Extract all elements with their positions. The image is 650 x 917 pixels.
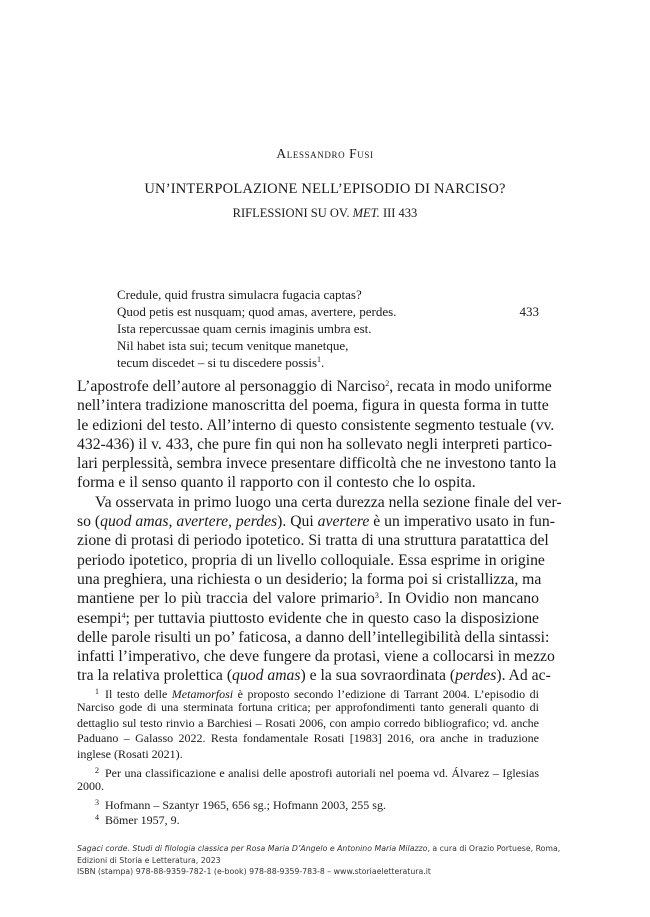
verse-line	[117, 320, 539, 337]
footnote-line	[77, 763, 539, 779]
italic-text: quod amas, avertere, perdes	[100, 513, 278, 531]
footnote-line	[77, 731, 539, 747]
text-run: inglese (Rosati 2021).	[77, 747, 183, 762]
footnote-ref: 3	[374, 591, 379, 601]
text-run: ). Qui	[277, 513, 318, 531]
author-name: Alessandro Fusi	[276, 146, 374, 161]
footnotes	[77, 684, 539, 826]
text-run: tra la relativa prolettica (	[77, 667, 233, 685]
footnote-line	[77, 747, 539, 763]
imprint-line	[77, 843, 561, 855]
body-line	[77, 570, 542, 589]
italic-text: avertere	[317, 513, 370, 531]
text-run: lari perplessità, sembra invece presentare difficoltà che ne investono tanto la	[77, 455, 557, 473]
verse-line	[117, 337, 539, 354]
text-run: dettaglio sul testo rinvio a Barchiesi – Rosati 2006, con ampio corredo bibliografico; vd. anche	[77, 715, 539, 730]
text-run: ) e la sua sovraordinata (	[300, 667, 456, 685]
imprint-line	[77, 866, 539, 878]
text-run: 2000.	[77, 778, 104, 793]
body-text	[77, 377, 562, 686]
verse-line	[117, 303, 539, 320]
footnote-line	[77, 700, 539, 716]
verse-number: 433	[519, 304, 539, 319]
verse-text: Credule, quid frustra simulacra fugacia captas?	[117, 287, 362, 302]
text-run: 432-436) il v. 433, che pure fin qui non ha sollevato negli interpreti partico-	[77, 435, 553, 453]
text-run: le edizioni del testo. All’interno di questo consistente segmento testuale (vv.	[77, 416, 555, 434]
footnote-number: 3	[95, 797, 99, 807]
verse-text: Nil habet ista sui; tecum venitque manetque,	[117, 338, 349, 353]
verse-line	[117, 354, 539, 371]
footnote-number: 1	[95, 687, 99, 696]
text-run: , a cura di Orazio Portuese, Roma,	[427, 844, 561, 853]
verse-line	[117, 286, 539, 303]
text-run: una preghiera, una richiesta o un desiderio; la forma poi si cristallizza, ma	[77, 570, 542, 588]
footnote-number: 2	[95, 765, 99, 775]
footnote-ref: 1	[317, 355, 322, 364]
body-line	[77, 609, 539, 628]
body-line	[77, 647, 555, 666]
text-run: Per una classificazione e analisi delle apostrofi autoriali nel poema vd. Álvarez – Iglesias	[105, 765, 539, 780]
text-run: so (	[77, 513, 101, 531]
verse-text: tecum discedet – si tu discedere possis	[117, 355, 318, 370]
body-line	[77, 377, 552, 396]
verse-end: .	[321, 355, 325, 370]
text-run: Il testo delle	[105, 687, 172, 701]
subtitle-text: RIFLESSIONI SU OV.	[232, 206, 353, 220]
text-run: Bömer 1957, 9.	[105, 813, 180, 828]
body-line	[77, 416, 555, 435]
footnote-ref: 2	[385, 379, 390, 388]
body-line	[77, 589, 539, 608]
text-run: Edizioni di Storia e Letteratura, 2023	[77, 855, 221, 865]
imprint-line	[77, 855, 539, 867]
text-run: Hofmann – Szantyr 1965, 656 sg.; Hofmann 2003, 255 sg.	[105, 797, 386, 812]
text-run: mantiene per lo più traccia del valore primario	[77, 590, 375, 608]
text-run: ISBN (stampa) 978-88-9359-782-1 (e-book) 978-88-9359-783-8 – www.storiaeletteratura.it	[77, 867, 431, 876]
article-title: UN’INTERPOLAZIONE NELL’EPISODIO DI NARCISO?	[144, 181, 506, 197]
text-run: delle parole risulti un po’ faticosa, a danno dell’intellegibilità della sintassi:	[77, 628, 550, 646]
body-line	[77, 493, 562, 512]
body-line	[77, 435, 553, 454]
text-run: , recata in modo uniforme	[389, 378, 552, 395]
body-line	[77, 628, 550, 647]
verse-text: Quod petis est nusquam; quod amas, avertere, perdes.	[117, 304, 397, 319]
subtitle-work-abbrev: MET.	[352, 206, 380, 220]
footnote-line	[77, 779, 539, 795]
verse-text: Ista repercussae quam cernis imaginis umbra est.	[117, 321, 372, 336]
footnote-line	[77, 684, 539, 700]
text-run: zione di protasi di periodo ipotetico. Si tratta di una struttura paratattica del	[77, 532, 549, 550]
footnote-line	[77, 795, 539, 811]
body-line	[77, 396, 549, 415]
text-run: L’apostrofe dell’autore al personaggio di Narciso	[77, 378, 386, 395]
footnote-number: 4	[95, 813, 99, 823]
italic-text: quod amas	[232, 667, 301, 685]
text-run: Paduano – Galasso 2022. Resta fondamentale Rosati [1983] 2016, ora anche in traduzione	[77, 731, 539, 746]
italic-text: perdes	[455, 667, 497, 685]
footnote-line	[77, 810, 539, 826]
subtitle-reference: III 433	[379, 206, 418, 220]
text-run: . In Ovidio non mancano	[378, 590, 539, 608]
text-run: Va osservata in primo luogo una certa durezza nella sezione finale del ver-	[95, 493, 562, 511]
body-line	[77, 666, 551, 685]
text-run: nell’intera tradizione manoscritta del poema, figura in questa forma in tutte	[77, 397, 549, 415]
footnote-line	[77, 716, 539, 732]
article-subtitle	[0, 206, 650, 221]
text-run: periodo ipotetico, propria di un livello colloquiale. Essa esprime in origine	[77, 551, 545, 569]
footnote-ref: 4	[121, 610, 126, 620]
text-run: Narciso gode di una sterminata fortuna critica; per approfondimenti tanto generali quanto di	[77, 699, 539, 714]
body-line	[77, 454, 557, 473]
body-line	[77, 531, 549, 550]
italic-text: Sagaci corde. Studi di filologia classica per Rosa Maria D’Angelo e Antonino Maria Milazzo	[77, 844, 428, 853]
quoted-verses	[117, 286, 539, 371]
italic-text: Metamorfosi	[171, 687, 234, 701]
text-run: ). Ad ac-	[496, 667, 551, 685]
text-run: esempi	[77, 609, 122, 627]
imprint	[77, 843, 561, 878]
text-run: infatti l’imperativo, che deve fungere da protasi, viene a collocarsi in mezzo	[77, 648, 555, 666]
body-line	[77, 473, 539, 492]
text-run: è un imperativo usato in fun-	[369, 513, 555, 531]
body-line	[77, 512, 555, 531]
text-run: forma e il senso quanto il rapporto con il contesto che lo ospita.	[77, 474, 476, 492]
text-run: è proposto secondo l’edizione di Tarrant 2004. L’episodio di	[233, 687, 539, 701]
text-run: ; per tuttavia piuttosto evidente che in questo caso la disposizione	[125, 609, 539, 627]
body-line	[77, 551, 545, 570]
